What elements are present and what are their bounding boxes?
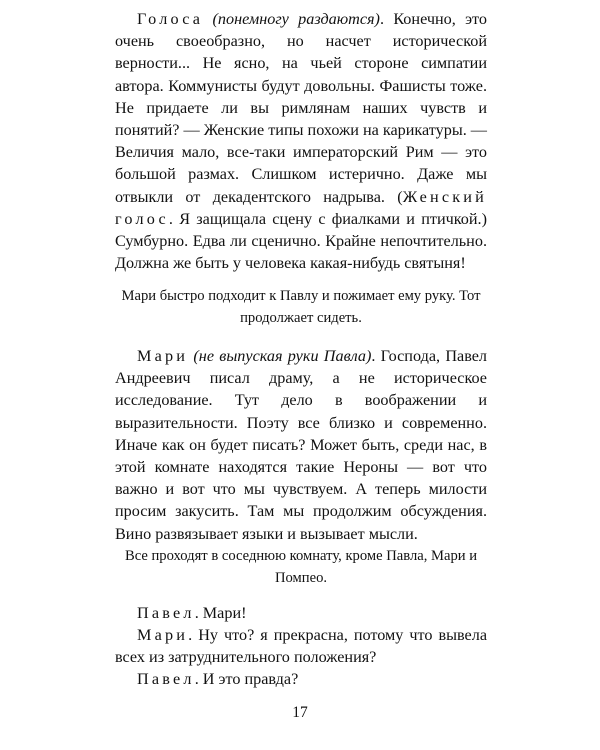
speaker-name: Мари [137, 626, 189, 644]
paragraph-mari [115, 345, 487, 545]
speech-text: . Господа, Павел Андреевич писал драму, а не историческое исследование. Тут дело в воображении и выразительности. Поэту все близко и современно. Иначе как он будет писать? Может быть, среди нас, в этой комнате находятся такие Нероны — вот что важно и вот что мы чувствуем. А теперь милости просим закусить. Там мы продолжим обсуждения. Вино развязывает языки и вызывает мысли. [115, 347, 488, 543]
stage-direction-inline: (не выпуская руки Павла) [193, 347, 372, 365]
stage-direction: Все проходят в соседнюю комнату, кроме Павла, Мари и Помпео. [124, 548, 478, 587]
line-mari [115, 624, 487, 668]
speech-text: . Мари! [194, 604, 247, 622]
speech-text: . И это правда? [194, 670, 299, 688]
speaker-name: Мари [137, 347, 189, 365]
line-pavel [115, 602, 487, 624]
speech-text: . Конечно, это очень своеобразно, но насчет исторической верности... Не ясно, на чьей стороне симпатии автора. Коммунисты будут довольны. Фашисты тоже. Не придаете ли вы римлянам наших чувств и понятий? — Женские типы похожи на карикатуры. — Величия мало, все-таки императорский Рим — это большой размах. Слишком истерично. Даже мы отвыкли от декадентского надрыва. ( [115, 10, 488, 206]
paragraph-voices [115, 8, 487, 274]
speech-text: . Ну что? я прекрасна, потому что вывела всех из затруднительного положения? [115, 626, 487, 667]
speaker-name: Павел [137, 670, 195, 688]
speech-text: . Я защищала сцену с фиалками и птичкой.) Сумбурно. Едва ли сценично. Крайне непочтительно. Должна же быть у человека какая-нибудь святыня! [115, 209, 487, 273]
stage-direction: Мари быстро подходит к Павлу и пожимает ему руку. Тот продолжает сидеть. [121, 288, 481, 327]
speaker-name: Голоса [137, 10, 204, 28]
speaker-name: Павел [137, 604, 195, 622]
page-number: 17 [292, 704, 308, 721]
stage-direction-inline: (понемногу раздаются) [212, 10, 380, 28]
line-pavel [115, 668, 487, 690]
speaker-name: Женский голос [115, 187, 487, 228]
